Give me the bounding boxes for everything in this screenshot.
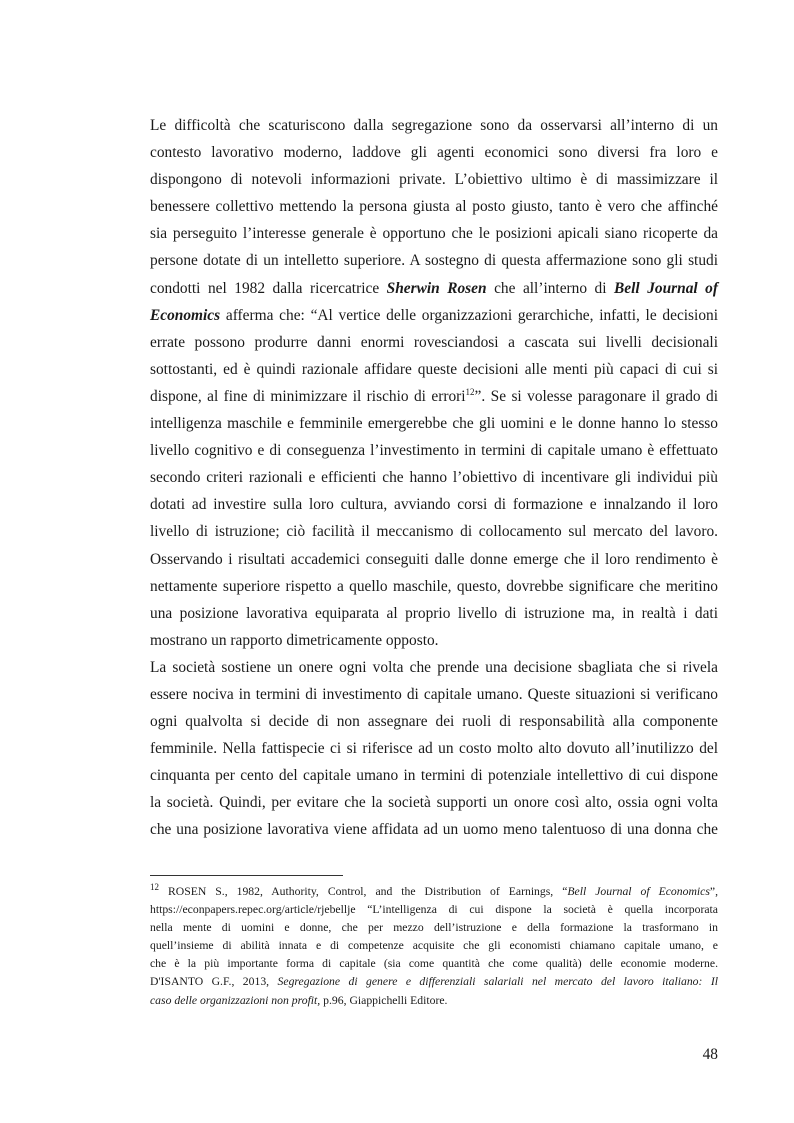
journal-name: Bell Journal of (614, 279, 718, 297)
text-line: una posizione lavorativa equiparata al proprio livello di istruzione ma, in realtà i dati (150, 604, 718, 622)
text-line: ogni qualvolta si decide di non assegnare dei ruoli di responsabilità alla componente (150, 713, 718, 731)
text-line: Le difficoltà che scaturiscono dalla segregazione sono da osservarsi all’interno di un (150, 117, 718, 134)
text-fragment: ”. Se si volesse paragonare il grado di (474, 387, 718, 405)
text-line: errate possono produrre danni enormi rovesciandosi a cascata sui livelli decisionali (150, 333, 718, 351)
text-line: secondo criteri razionali e efficienti che hanno l’obiettivo di incentivare gli individui più (150, 469, 718, 487)
text-line: dotati ad investire sulla loro cultura, avviando corsi di formazione e innalzando il loro (150, 496, 718, 514)
text-fragment: D'ISANTO G.F., 2013, (150, 975, 270, 989)
text-line (150, 383, 718, 410)
text-line: mostrano un rapporto dimetricamente opposto. (150, 631, 439, 649)
footnote-line: https://econpapers.repec.org/article/rjebellje “L’intelligenza di cui dispone la società è quella incorporata (150, 903, 718, 917)
journal-name: Bell Journal of Economics (567, 885, 710, 898)
footnote-separator (150, 875, 343, 876)
text-line: femminile. Nella fattispecie ci si riferisce ad un costo molto alto dovuto all’inutilizzo del (150, 740, 718, 758)
footnote-number: 12 (150, 882, 159, 893)
text-fragment: afferma che: “Al vertice delle organizzazioni gerarchiche, infatti, le decisioni (225, 306, 718, 324)
page-number: 48 (702, 1046, 718, 1063)
text-line: dispongono di notevoli informazioni private. L’obiettivo ultimo è di massimizzare il (150, 171, 718, 189)
text-line: la società. Quindi, per evitare che la società supporti un onore così alto, ossia ogni volta (150, 794, 718, 812)
footnote (150, 883, 718, 1010)
text-line: che una posizione lavorativa viene affidata ad un uomo meno talentuoso di una donna che (150, 821, 718, 839)
journal-name-cont: Economics (150, 306, 221, 324)
footnote-line (150, 973, 718, 991)
text-line: Osservando i risultati accademici conseguiti dalle donne emerge che il loro rendimento è (150, 550, 718, 568)
text-fragment: condotti nel 1982 dalla ricercatrice (150, 279, 380, 297)
text-line: nettamente superiore rispetto a quello maschile, questo, dovrebbe significare che meritino (150, 577, 718, 595)
text-line: benessere collettivo mettendo la persona giusta al posto giusto, tanto è vero che affinché (150, 198, 718, 216)
text-line: persone dotate di un intelletto superiore. A sostegno di questa affermazione sono gli studi (150, 252, 718, 270)
text-line (150, 275, 718, 302)
text-line: livello di istruzione; ciò facilità il meccanismo di collocamento sul mercato del lavoro. (150, 523, 718, 541)
footnote-line: nella mente di uomini e donne, che per mezzo dell’istruzione e della formazione la trasformano in (150, 921, 718, 935)
author-name: Sherwin Rosen (386, 279, 487, 297)
text-line: essere nociva in termini di investimento di capitale umano. Queste situazioni si verificano (150, 685, 718, 703)
text-fragment: ROSEN S., 1982, Authority, Control, and the Distribution of Earnings, “ (167, 885, 568, 898)
text-line: cinquanta per cento del capitale umano in termini di potenziale intellettivo di cui dispone (150, 767, 718, 785)
text-fragment: dispone, al fine di minimizzare il rischio di errori (150, 387, 466, 405)
text-fragment: ”, (709, 885, 718, 898)
text-line: livello cognitivo e di conseguenza l’investimento in termini di capitale umano è effettuato (150, 442, 718, 460)
text-line (150, 302, 718, 329)
book-title: Segregazione di genere e differenziali salariali nel mercato del lavoro italiano: Il (277, 975, 718, 989)
text-line: La società sostiene un onere ogni volta che prende una decisione sbagliata che si rivela (150, 658, 718, 676)
text-line: contesto lavorativo moderno, laddove gli agenti economici sono diversi fra loro e (150, 144, 718, 162)
text-line: intelligenza maschile e femminile emergerebbe che gli uomini e le donne hanno lo stesso (150, 415, 718, 433)
text-fragment: che all’interno di (494, 279, 607, 297)
footnote-ref: 12 (465, 386, 475, 397)
footnote-line: che è la più importante forma di capitale (sia come quantità che come qualità) delle economie moderne. (150, 957, 718, 971)
footnote-line (150, 992, 718, 1010)
footnote-line: quell’insieme di abilità innata e di competenze acquisite che gli economisti chiamano capitale umano, e (150, 939, 718, 953)
body-text (150, 112, 718, 844)
footnote-line (150, 883, 718, 901)
text-fragment: p.96, Giappichelli Editore. (323, 993, 448, 1007)
text-line: sia perseguito l’interesse generale è opportuno che le posizioni apicali siano ricoperte da (150, 225, 718, 243)
book-title-cont: caso delle organizzazioni non profit, (150, 993, 321, 1007)
text-line: sottostanti, ed è quindi razionale affidare queste decisioni alle menti più capaci di cui si (150, 360, 718, 378)
